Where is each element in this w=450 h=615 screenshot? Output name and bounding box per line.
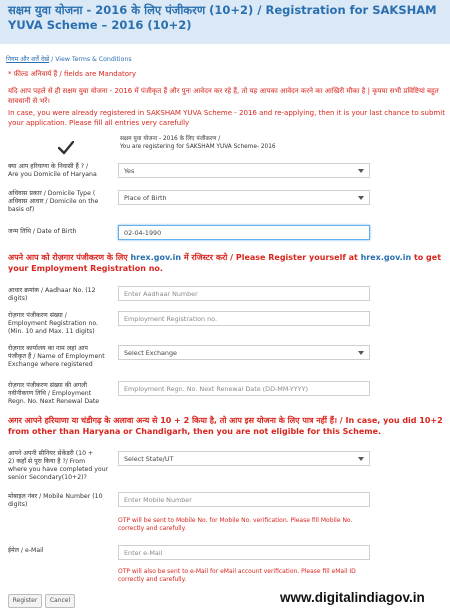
hrex-link[interactable]: hrex.gov.in <box>360 253 412 262</box>
mobile-label-line: digits) <box>8 501 28 508</box>
mobile-label-line: मोबाइल नंबर / Mobile Number (10 <box>8 493 103 500</box>
exchange-value: Select Exchange <box>124 349 177 357</box>
mobile-otp-line: OTP will be sent to Mobile No. for Mobile No. verification. Please fill Mobile No. <box>118 517 353 524</box>
register-button[interactable]: Register <box>8 594 42 608</box>
mandatory-note: * फ़ील्ड अनिवार्य हैं / fields are Mandatory <box>8 70 137 78</box>
domicile-label <box>8 163 97 179</box>
aadhaar-label-line: आधार क्रमांक / Aadhaar No. (12 <box>8 287 96 294</box>
state-label-line: आपने अपनी सीनियर सेकेंडरी (10 + <box>8 450 94 457</box>
mobile-label <box>8 493 103 509</box>
registering-note-hindi: सक्षम युवा योजना - 2016 के लिए पंजीकरण / <box>120 136 221 142</box>
domicile-type-label <box>8 190 98 214</box>
domicile-type-label-line: अधिवास प्रकार / Domicile Type ( <box>8 190 96 197</box>
state-label-line: where you have completed your <box>8 466 109 473</box>
aadhaar-label-line: digits) <box>8 295 28 302</box>
aadhaar-label <box>8 287 96 303</box>
terms-link-english: View Terms & Conditions <box>55 56 132 63</box>
state-value: Select State/UT <box>124 455 174 463</box>
employment-no-input[interactable] <box>118 311 370 326</box>
registering-note <box>120 135 276 151</box>
exchange-label-line: पंजीकृत हैं / Name of Employment <box>8 353 105 360</box>
employment-no-label-line: रोज़गार पंजीकरण संख्या / <box>8 312 67 319</box>
state-label-line: 2) कहाँ से पूरा किया है ?/ From <box>8 458 86 465</box>
exchange-label-line: Exchange where registered <box>8 361 93 368</box>
reapply-note-english: In case, you were already registered in SAKSHAM YUVA Scheme - 2016 and re-applying, then it is your last chance to submit your application. Please fill all entries very carefully <box>8 109 445 127</box>
terms-conditions-link[interactable]: नियम और शर्तें देखें / View Terms & Conditions <box>6 56 132 63</box>
exchange-select[interactable] <box>118 345 370 360</box>
email-label: ईमेल / e-Mail <box>8 547 44 554</box>
domicile-type-label-line: basis of) <box>8 206 35 213</box>
employment-note-text: में रजिस्टर करो / Please Register yourself at <box>183 253 358 262</box>
exchange-label-line: रोज़गार कार्यालय का नाम जहां आप <box>8 345 88 352</box>
domicile-select[interactable] <box>118 163 370 178</box>
email-otp-line: correctly and carefully. <box>118 576 187 583</box>
mobile-placeholder: Enter Mobile Number <box>124 496 192 504</box>
renewal-date-label-line: रोज़गार पंजीकरण संख्या की अगली <box>8 382 88 389</box>
state-select[interactable] <box>118 451 370 466</box>
reapply-note-hindi: यदि आप पहले से ही सक्षम युवा योजना - 2016 में पंजीकृत हैं और पुनः आवेदन कर रहे हैं, तो यह आपका आवेदन करने का आखिरी मौका है | कृपया सभी प्रविष्टियां बहुत सावधानी से भरें। <box>8 87 439 105</box>
terms-link-hindi: नियम और शर्तें देखें <box>6 56 50 63</box>
watermark: www.digitalindiagov.in <box>280 590 425 605</box>
renewal-date-label-line: Regn. No. Next Renewal Date <box>8 398 100 405</box>
mobile-otp-note <box>118 517 373 533</box>
mobile-input[interactable] <box>118 492 370 507</box>
employment-no-label-line: Employment Registration no. <box>8 320 99 327</box>
domicile-value: Yes <box>124 167 135 175</box>
dob-label: जन्म तिथि / Date of Birth <box>8 228 77 235</box>
renewal-date-input[interactable] <box>118 381 370 396</box>
dob-value: 02-04-1990 <box>124 229 162 237</box>
domicile-type-select[interactable] <box>118 190 370 205</box>
eligibility-note: अगर आपने हरियाणा या चंडीगढ़ के अलावा अन्य से 10 + 2 किया है, तो आप इस योजना के लिए पात्र नहीं हैं। / In case, you did 10+2 from other than Haryana or Chandigarh, then you are not eligible for this Scheme. <box>8 416 443 436</box>
dob-input[interactable] <box>118 225 370 240</box>
employment-no-placeholder: Employment Registration no. <box>124 315 217 323</box>
employment-no-label <box>8 312 98 336</box>
aadhaar-input[interactable] <box>118 286 370 301</box>
email-otp-line: OTP will also be sent to e-Mail for eMail account verification. Please fill eMail ID <box>118 568 356 575</box>
hrex-link[interactable]: hrex.gov.in <box>130 253 182 262</box>
cancel-button[interactable]: Cancel <box>45 594 75 608</box>
domicile-type-label-line: अधिवास आधार / Domicile on the <box>8 198 99 205</box>
employment-no-label-line: (Min. 10 and Max. 11 digits) <box>8 328 95 335</box>
email-input[interactable] <box>118 545 370 560</box>
email-placeholder: Enter e-Mail <box>124 549 163 557</box>
state-label <box>8 450 108 482</box>
aadhaar-placeholder: Enter Aadhaar Number <box>124 290 198 298</box>
domicile-type-value: Place of Birth <box>124 194 167 202</box>
registering-note-english: You are registering for SAKSHAM YUVA Scheme- 2016 <box>120 144 276 150</box>
state-label-line: senior Secondary(10+2)? <box>8 474 87 481</box>
exchange-label <box>8 345 105 369</box>
mobile-otp-line: correctly and carefully. <box>118 525 187 532</box>
employment-note-text: to get your Employment Registration no. <box>8 253 442 273</box>
renewal-date-placeholder: Employment Regn. No. Next Renewal Date (DD-MM-YYYY) <box>124 385 308 393</box>
domicile-label-hindi: क्या आप हरियाणा के निवासी हैं ? / <box>8 163 89 170</box>
email-otp-note <box>118 568 373 584</box>
renewal-date-label-line: नवीनीकरण तिथि / Employment <box>8 390 92 397</box>
renewal-date-label <box>8 382 99 406</box>
page-title: सक्षम युवा योजना - 2016 के लिए पंजीकरण (10+2) / Registration for SAKSHAM YUVA Scheme – 2016 (10+2) <box>8 3 437 32</box>
checkmark-icon[interactable] <box>58 141 74 155</box>
employment-note-text: अपने आप को रोज़गार पंजीकरण के लिए <box>8 253 128 262</box>
employment-register-note <box>8 252 446 274</box>
domicile-label-english: Are you Domicile of Haryana <box>8 171 97 178</box>
